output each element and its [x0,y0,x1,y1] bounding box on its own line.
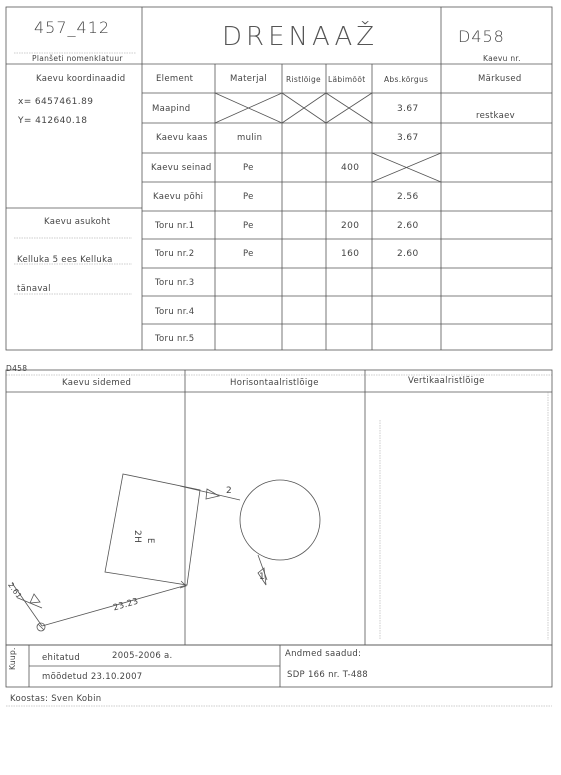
section-kaevu-sidemed: Kaevu sidemed [62,378,132,388]
location-line1: Kelluka 5 ees Kelluka [17,255,113,265]
cell-element: Toru nr.3 [155,278,195,288]
cell-materjal: mulin [237,133,263,143]
col-header-ristloige: Ristlõige [286,75,321,84]
cell-element: Kaevu põhi [153,192,204,202]
cell-abs: 3.67 [397,104,419,114]
nomenclature-label: Planšeti nomenklatuur [32,54,123,63]
dimension-2: 2.61 [6,580,24,601]
cell-labimoot: 400 [341,163,360,173]
cell-materjal: Pe [243,192,254,202]
coord-x: x= 6457461.89 [18,97,94,107]
col-header-materjal: Materjal [230,74,267,84]
building-label: 2H [132,530,142,544]
cell-abs: 2.60 [397,249,419,259]
footer-andmed: Andmed saadud: [285,649,362,659]
lower-well-id: D458 [6,364,28,373]
cell-element: Maapind [152,104,191,114]
col-header-abs: Abs.kõrgus [384,75,429,84]
cell-abs: 2.56 [397,192,419,202]
footer-koostas: Koostas: Sven Kobin [10,694,102,704]
cell-materjal: Pe [243,163,254,173]
col-header-labimoot: Läbimõõt [328,75,366,84]
cell-element: Toru nr.2 [155,249,195,259]
footer-ehitatud: ehitatud [42,653,81,663]
well-number-label: Kaevu nr. [483,54,521,63]
cell-element: Toru nr.4 [155,307,195,317]
section-vertikaal: Vertikaalristlõige [408,376,485,386]
footer-mootud: mõõdetud 23.10.2007 [42,672,143,682]
nomenclature-value: 457_412 [34,18,111,37]
pipe-1-label: 1 [259,572,266,582]
well-number-value: D458 [458,27,505,46]
cell-labimoot: 200 [341,221,360,231]
cell-markused: restkaev [476,111,515,121]
cell-materjal: Pe [243,249,254,259]
location-label: Kaevu asukoht [44,217,111,227]
section-horisontaal: Horisontaalristlõige [230,378,319,388]
cell-element: Toru nr.1 [155,221,195,231]
cell-abs: 3.67 [397,133,419,143]
dimension-23: 23.23 [112,596,140,614]
cell-element: Toru nr.5 [155,334,195,344]
coord-y: Y= 412640.18 [18,116,88,126]
cell-materjal: Pe [243,221,254,231]
location-line2: tänaval [17,284,51,294]
col-header-markused: Märkused [478,74,522,84]
col-header-element: Element [156,74,194,84]
footer-side-label: Kuup. [8,647,17,670]
cell-element: Kaevu kaas [156,133,208,143]
coords-label: Kaevu koordinaadid [36,74,126,84]
footer-sdp: SDP 166 nr. T-488 [287,670,369,680]
page-title: DRENAAŽ [222,22,379,52]
building-sub: E [145,538,155,544]
cell-abs: 2.60 [397,221,419,231]
cell-labimoot: 160 [341,249,360,259]
footer-ehitatud-value: 2005-2006 a. [112,651,173,661]
cell-element: Kaevu seinad [151,163,212,173]
pipe-2-label: 2 [226,486,233,496]
